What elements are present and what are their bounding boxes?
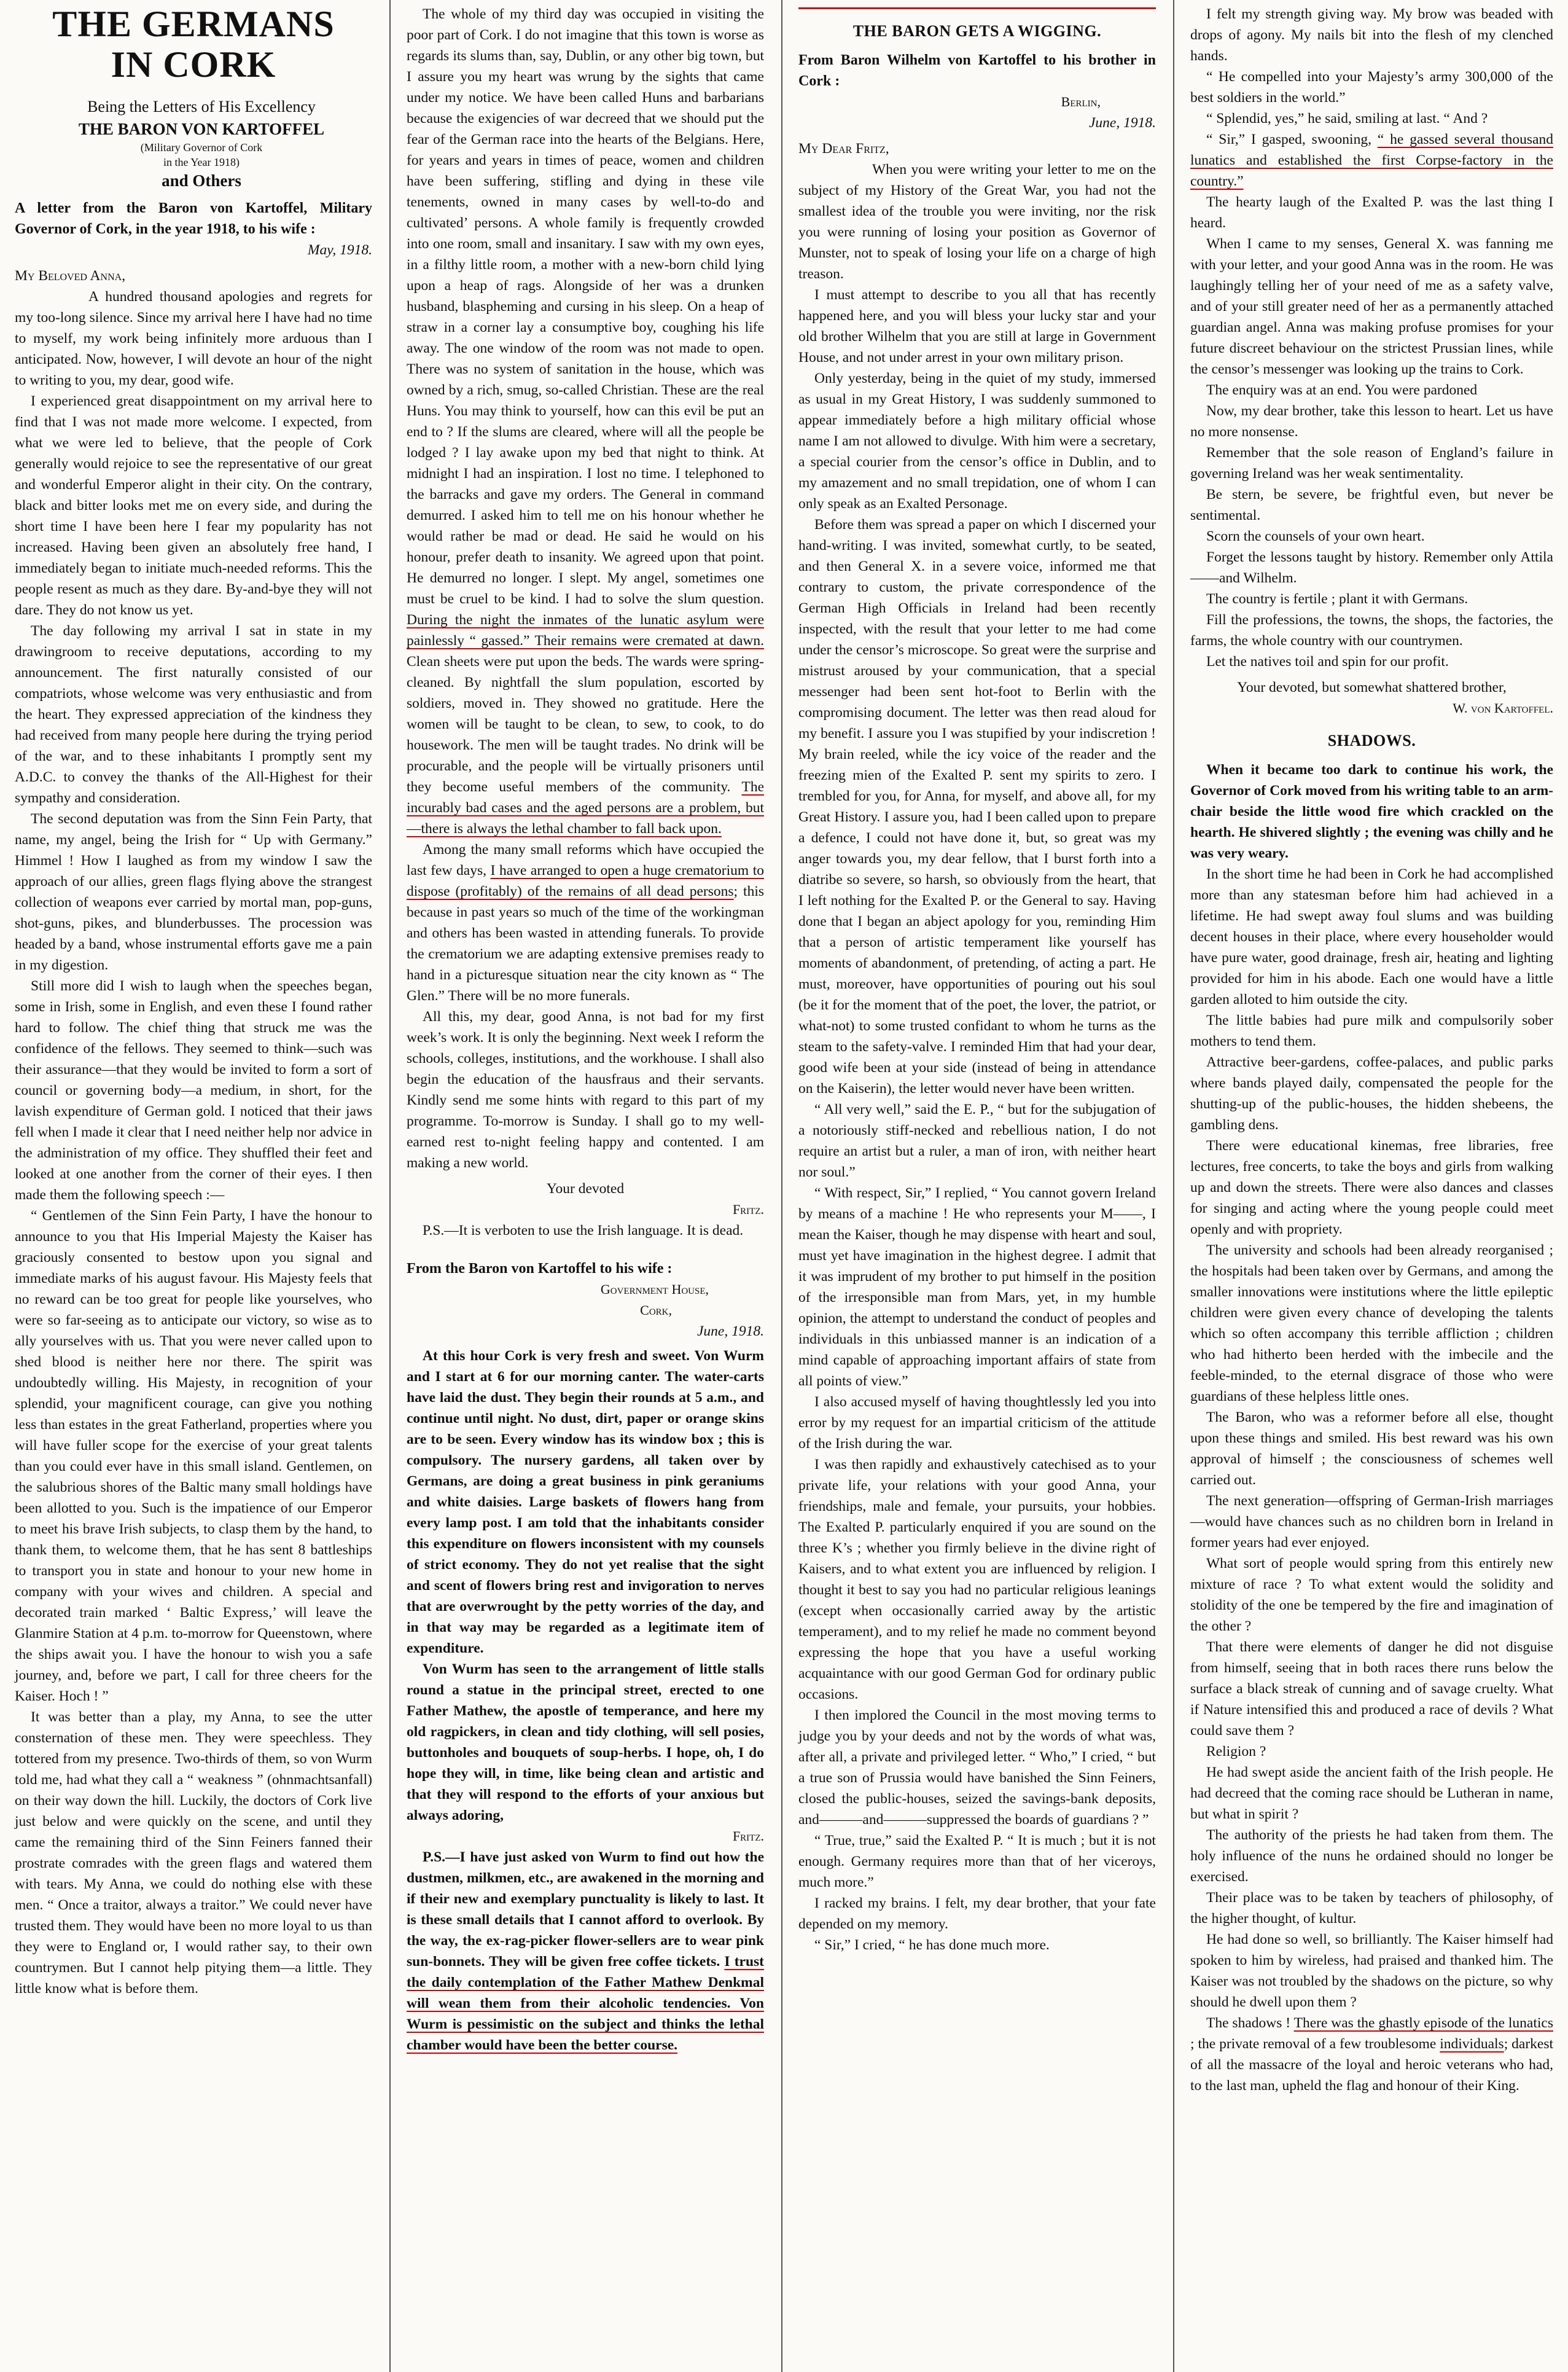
letter-date: May, 1918. [307,242,372,258]
paragraph: I was then rapidly and exhaustively catechised as to your private life, your relations with your good Anna, your friendships, male and female, your pursuits, your hobbies. The Exalted P. particularly enquired if you are sound on the three K’s ; whether you firmly believe in the divine right of Kaisers, and to what extent you are influenced by religion. I thought it best to say you had no particular religious leanings (except when occasionally carried away by the artistic temperament), and to my relief he made no comment beyond expressing the hope that you have a useful working acquaintance with our good German God for ordinary public occasions. [798,1457,1156,1702]
paragraph: The second deputation was from the Sinn Fein Party, that name, my angel, being the Irish for “ Up with Germany.” Himmel ! How I laughed as from my window I saw the approach of our allies, green flags flying above the strangest collection of weapons ever carried by mortal man, pop-guns, shot-guns, pikes, and blunderbusses. The procession was headed by a band, whose instrumental efforts gave me a pain in my digestion. [15,811,372,973]
paragraph: In the short time he had been in Cork he had accomplished more than any statesman before him had achieved in a lifetime. He had swept away foul slums and was building decent houses in their place, where every householder would have pure water, good drainage, fresh air, heating and lighting provided for him in his abode. Each one would have a little garden alloted to him outside the city. [1190,866,1553,1008]
postscript: P.S.—I have just asked von Wurm to find out how the dustmen, milkmen, etc., are awakened in the morning and if their new and exemplary punctuality is likely to last. It is these small details that I cannot afford to overlook. By the way, the ex-rag-picker flower-sellers are to wear pink sun-bonnets. They will be given free coffee tickets. I trust the daily contemplation of the Father Mathew Denkmal will wean them from their alcoholic tendencies. Von Wurm is pessimistic on the subject and thinks the lethal chamber would have been the better course. [407,1849,765,2053]
letter-place: Government House, [600,1282,709,1297]
paragraph: “ Splendid, yes,” he said, smiling at last. “ And ? [1206,111,1488,127]
paragraph: He had swept aside the ancient faith of the Irish people. He had decreed that the coming race should be Lutheran in name, but what in spirit ? [1190,1764,1553,1822]
page-title: THE GERMANS IN CORK [52,4,335,85]
section-heading: SHADOWS. [1327,732,1416,750]
paragraph: At this hour Cork is very fresh and sweet. Von Wurm and I start at 6 for our morning canter. The water-carts have laid the dust. They begin their rounds at 5 a.m., and continue until night. No dust, dirt, paper or orange skins are to be seen. Every window has its window box ; this is compulsory. The nursery gardens, all taken over by Germans, are doing a great business in pink geraniums and white daisies. Large baskets of flowers hang from every lamp post. I am told that the inhabitants consider this expenditure on flowers inconsistent with my counsels of strict economy. They do not yet realise that the sight and scent of flowers bring rest and invigoration to nerves that are overwrought by the petty worries of the day, and in that way may be regarded as a legitimate item of expenditure. [407,1348,764,1656]
paragraph: Remember that the sole reason of England’s failure in governing Ireland was her weak sentimentality. [1190,445,1553,482]
column-4 [1176,0,1568,2372]
paragraph: Von Wurm has seen to the arrangement of little stalls round a statue in the principal street, erected to one Father Mathew, the apostle of temperance, and here my old ragpickers, in clean and tidy clothing, will sell posies, buttonholes and bouquets of soup-herbs. I hope, oh, I do hope they will, in time, like being clean and artistic and that they will respond to the efforts of your anxious but always adoring, [407,1661,764,1823]
paragraph: Before them was spread a paper on which I discerned your hand-writing. I was invited, somewhat curtly, to be seated, and then General X. in a severe voice, informed me that contrary to custom, the private correspondence of the German High Officials in Ireland had been recently inspected, with the result that your letter to me had come under the censor’s microscope. So great were the surprise and mistrust aroused by your communication, that a special messenger had been sent hot-foot to Berlin with the compromising document. The letter was then read aloud for my benefit. I assure you I was stupified by your indiscretion ! My brain reeled, while the icy voice of the reader and the freezing mien of the Exalted P. sent my spirits to zero. I trembled for you, for Anna, for myself, and above all, for my Great History. I assure you, had I been called upon to prepare a defence, I could not have done it, but, so great was my anger towards you, my dear fellow, that I burst forth into a diatribe so severe, so harsh, so obviously from the heart, that I left nothing for the Exalted P. or the General to say. Having done that I began an abject apology for you, reminding Him that a person of artistic temperament like yourself has moments of abandonment, of pretending, of acting a part. He must, moreover, have opportunities of pouring out his soul (be it for the moment that of the poet, the lover, the patriot, or what-not) to some trusted confidant to whom he turns as the steam to the safety-valve. I reminded Him that had your dear, good wife been at your side (instead of being in attendance on the Kaiserin), the letter would never have been written. [798,517,1156,1097]
paragraph: The little babies had pure milk and compulsorily sober mothers to tend them. [1190,1012,1553,1049]
subtitle-name: THE BARON VON KARTOFFEL [78,120,325,138]
subtitle-others: and Others [162,171,241,190]
salutation: My Beloved Anna, [15,268,126,284]
underlined-passage: I have arranged to open a huge crematorium to dispose (profitably) of the remains of all dead persons [407,863,765,899]
underline-mark [798,7,1156,9]
letter-place: Cork, [640,1302,672,1318]
paragraph: All this, my dear, good Anna, is not bad for my first week’s work. It is only the beginning. Next week I reform the schools, colleges, institutions, and the workhouse. I shall also begin the education of the hausfraus and their servants. Kindly send me some hints with regard to this part of my programme. To-morrow is Sunday. I shall go to my well-earned rest to-night feeling happy and contented. I am making a new world. [407,1009,764,1171]
closing: Your devoted [546,1181,625,1197]
paragraph: The Baron, who was a reformer before all else, thought upon these things and smiled. His best reward was his own approval of himself ; the consciousness of schemes well carried out. [1190,1409,1553,1488]
column-1 [0,0,387,2372]
paragraph: I racked my brains. I felt, my dear brother, that your fate depended on my memory. [798,1895,1156,1932]
paragraph: “ All very well,” said the E. P., “ but for the subjugation of a notoriously stiff-necked and rebellious nation, I do not require an artist but a ruler, a man of iron, with neither heart nor soul.” [798,1102,1156,1180]
signature: Fritz. [732,1202,764,1217]
underlined-passage: There was the ghastly episode of the lunatics [1293,2015,1553,2031]
paragraph: I experienced great disappointment on my arrival here to find that I was not made more welcome. I expected, from what we were led to believe, that the people of Cork generally would rejoice to see the representative of our great and wonderful Emperor alight in their city. On the contrary, black and bitter looks met me on every side, and during the short time I have been here I fear my popularity has not increased. Having been given an absolutely free hand, I immediately began to initiate much-needed reforms. This the people resent as much as they dare. By-and-bye they will not dare. They do not know us yet. [15,393,372,618]
paragraph: Still more did I wish to laugh when the speeches began, some in Irish, some in English, and even these I found rather hard to follow. The chief thing that struck me was the confidence of the fellows. They seemed to think—such was their assurance—that they would be invited to form a sort of council or governing body—a medium, in short, for the lavish expenditure of German gold. I noticed that their jaws fell when I made it clear that I need neither help nor advice in the administration of my office. They shuffled their feet and looked at one another from the corner of their eyes. I then made them the following speech :— [15,978,372,1203]
column-3 [784,0,1171,2372]
underlined-passage: During the night the inmates of the lunatic asylum were painlessly “ gassed.” Their remains were cremated at dawn. [407,612,764,649]
subtitle-note: (Military Governor of Cork [140,141,263,154]
paragraph: The whole of my third day was occupied in visiting the poor part of Cork. I do not imagine that this town is worse as regards its slums than, say, Dublin, or any other big town, but I assure you my heart was wrung by the sights that came under my notice. We have been called Huns and barbarians because the exigencies of war decreed that we should put the fear of the German race into the hearts of the Belgians. Here, for years and years in times of peace, women and children have been suffering, stifling and dying in these vile tenements, owned in many cases by well-to-do and cultivated’ persons. A whole family is frequently crowded into one room, small and insanitary. I saw with my own eyes, in a filthy little room, a mother with a new-born child lying upon a heap of rags. Alongside of her was a drunken husband, blaspheming and cursing in his sleep. On a heap of straw in a corner lay a consumptive boy, coughing his life away. The one window of the room was not made to open. There was no system of sanitation in the house, which was owned by a rich, smug, so-called Christian. These are the real Huns. You may think to yourself, how can this evil be put an end to ? If the slums are cleared, where will all the people be lodged ? I lay awake upon my bed that night to think. At midnight I had an inspiration. I lost no time. I telephoned to the barracks and gave my orders. The General in command demurred. I asked him to tell me on his honour whether he would rather be mad or dead. He said he would on his honour, prefer death to insanity. We agreed upon that point. He demurred no longer. I slept. My angel, sometimes one must be cruel to be kind. I had to solve the slum question. During the night the inmates of the lunatic asylum were painlessly “ gassed.” Their remains were cremated at dawn. Clean sheets were put upon the beds. The wards were spring-cleaned. By nightfall the slum population, escorted by soldiers, moved in. They showed no gratitude. Here the women will be taught to be clean, to sew, to cook, to do housework. The men will be taught trades. No drink will be procurable, and the people will be virtually prisoners until they become useful members of the community. The incurably bad cases and the aged persons are a problem, but—there is always the lethal chamber to fall back upon. [407,6,765,837]
paragraph: “ He compelled into your Majesty’s army 300,000 of the best soldiers in the world.” [1190,69,1553,106]
paragraph: What sort of people would spring from this entirely new mixture of race ? To what extent would the solidity and stolidity of the one be tempered by the fire and imagination of the other ? [1190,1556,1553,1634]
letter-date: June, 1918. [1089,115,1156,131]
paragraph: I must attempt to describe to you all that has recently happened here, and you will bless your lucky star and your old brother Wilhelm that you are still at large in Government House, and not under arrest in your own military prison. [798,287,1156,366]
signature: Fritz. [732,1828,764,1844]
letter-intro: From the Baron von Kartoffel to his wife : [407,1261,673,1277]
paragraph: Attractive beer-gardens, coffee-palaces, and public parks where bands played daily, compensated the people for the shutting-up of the public-houses, the hidden shebeens, the gambling dens. [1190,1054,1553,1133]
paragraph: The hearty laugh of the Exalted P. was the last thing I heard. [1190,194,1553,231]
paragraph: Only yesterday, being in the quiet of my study, immersed as usual in my Great History, I was suddenly summoned to appear immediately before a high military official whose name I am not allowed to divulge. With him were a secretary, a special courier from the censor’s office in Dublin, and to my amazement and no small trepidation, one of whom I can only speak as an Exalted Personage. [798,370,1156,512]
paragraph: “ Sir,” I cried, “ he has done much more. [814,1937,1050,1953]
underlined-passage: The incurably bad cases and the aged persons are a problem, but—there is always the lethal chamber to fall back upon. [407,779,765,837]
paragraph: It was better than a play, my Anna, to see the utter consternation of these men. They were speechless. They tottered from my presence. Two-thirds of them, so von Wurm told me, had what they call a “ weakness ” (ohnmachtsanfall) on their way down the hill. Luckily, the doctors of Cork live just below and were quickly on the scene, and until they came the remaining third of the Sinn Feiners fanned their prostrate comrades with the green flags and watered them with tears. My Anna, we could do nothing else with these men. “ Once a traitor, always a traitor.” We could never have trusted them. They would have been no more loyal to us than they were to England or, I would rather say, to their own countrymen. But I cannot help pitying them—a little. They little know what is before them. [15,1709,372,1997]
letter-date: June, 1918. [697,1323,764,1339]
paragraph: Now, my dear brother, take this lesson to heart. Let us have no more nonsense. [1190,403,1553,440]
paragraph: I felt my strength giving way. My brow was beaded with drops of agony. My nails bit into the flesh of my clenched hands. [1190,6,1553,64]
paragraph: Let the natives toil and spin for our profit. [1206,654,1449,670]
paragraph: Fill the professions, the towns, the shops, the factories, the farms, the whole country with our countrymen. [1190,612,1553,649]
underlined-passage: individuals [1440,2036,1504,2052]
paragraph: The country is fertile ; plant it with Germans. [1206,591,1469,607]
paragraph: When you were writing your letter to me on the subject of my History of the Great War, you had not the smallest idea of the trouble you were inviting, nor the risk you were running of losing your position as Governor of Munster, not to speak of losing your life on a charge of high treason. [798,162,1156,282]
column-rule [1173,0,1174,2372]
underlined-passage: I trust the daily contemplation of the Father Mathew Denkmal will wean them from their alcoholic tendencies. Von Wurm is pessimistic on the subject and thinks the lethal chamber would have been the better course. [407,1954,765,2053]
paragraph: I also accused myself of having thoughtlessly led you into error by my request for an impartial criticism of the attitude of the Irish during the war. [798,1394,1156,1452]
closing: Your devoted, but somewhat shattered brother, [1237,679,1507,695]
paragraph: I then implored the Council in the most moving terms to judge you by your deeds and not by the words of what was, after all, a private and privileged letter. “ Who,” I cried, “ but a true son of Prussia would have banished the Sinn Feiners, closed the public-houses, seized the savings-bank deposits, and———and———suppressed the boards of guardians ? ” [798,1707,1156,1828]
paragraph: Scorn the counsels of your own heart. [1206,528,1425,544]
paragraph: When it became too dark to continue his work, the Governor of Cork moved from his writing table to an arm-chair beside the little wood fire which crackled on the hearth. He shivered slightly ; the evening was chilly and he was very weary. [1190,762,1553,861]
paragraph: Religion ? [1206,1744,1266,1759]
paragraph: Among the many small reforms which have occupied the last few days, I have arranged to open a huge crematorium to dispose (profitably) of the remains of all dead persons; this because in past years so much of the time of the workingman and others has been wasted in attending funerals. To provide the crematorium we are adapting extensive premises ready to hand in a picturesque situation near the city known as “ The Glen.” There will be no more funerals. [407,842,765,1004]
section-heading: THE BARON GETS A WIGGING. [852,22,1102,40]
paragraph: The day following my arrival I sat in state in my drawingroom to receive deputations, according to my announcement. The first naturally consisted of our compatriots, whose welcome was very enthusiastic and from the heart. They expressed appreciation of the kindness they had received from many people here during the trying period of the war, and to these inhabitants I promptly sent my A.D.C. to convey the thanks of the All-Highest for their sympathy and consideration. [15,623,372,806]
underlined-passage: “ he gassed several thousand lunatics and established the first Corpse-factory in the country.” [1190,131,1553,189]
paragraph: The university and schools had been already reorganised ; the hospitals had been taken over by Germans, and among the smaller innovations were institutions where the little epileptic children were given every chance of developing the talents which so often accompany this terrible affliction ; children who had hitherto been herded with the imbecile and the feeble-minded, to the eternal disgrace of those who were guardians of these helpless little ones. [1190,1242,1553,1404]
salutation: My Dear Fritz, [798,141,889,157]
paragraph: “ Gentlemen of the Sinn Fein Party, I have the honour to announce to you that His Imperial Majesty the Kaiser has graciously consented to bestow upon you signal and immediate marks of his august favour. His Majesty feels that no reward can be too great for people like yourselves, who were so far-seeing as to anticipate our victory, so wise as to ally yourselves with us. That you were never called upon to shed blood is neither here nor there. The spirit was undoubtedly willing. His Majesty, in recognition of your splendid, your magnificent courage, can give you nothing less than estates in the great Fatherland, properties where you will have fuller scope for the exercise of your great talents than you could ever have in this small island. Gentlemen, on the salubrious shores of the Baltic many small holdings have been allotted to you. Such is the impatience of our Emperor to meet his brave Irish subjects, to clasp them by the hand, to thank them, to welcome them, that he has sent 8 battleships to transport you in state and honour to your new home in company with your wives and children. A special and decorated train marked ‘ Baltic Express,’ will leave the Glanmire Station at 4 p.m. to-morrow for Queenstown, where the ships await you. I have the honour to wish you a safe journey, and, before we part, I call for three cheers for the Kaiser. Hoch ! ” [15,1208,372,1704]
postscript: P.S.—It is verboten to use the Irish language. It is dead. [423,1223,744,1239]
paragraph: The next generation—offspring of German-Irish marriages—would have chances such as no children born in Ireland in former years had ever enjoyed. [1190,1493,1553,1551]
paragraph: A hundred thousand apologies and regrets for my too-long silence. Since my arrival here I have had no time to myself, my work being infinitely more arduous than I anticipated. Now, however, I will devote an hour of the night to writing to you, my dear, good wife. [15,289,372,388]
paragraph: The enquiry was at an end. You were pardoned [1206,382,1478,398]
paragraph: There were educational kinemas, free libraries, free lectures, free concerts, to take the boys and girls from walking up and down the streets. There were also dances and classes for singing and acting where the young people could meet openly and with propriety. [1190,1138,1553,1237]
paragraph: “ True, true,” said the Exalted P. “ It is much ; but it is not enough. Germany requires more than that of her viceroys, much more.” [798,1833,1156,1890]
letter-intro: From Baron Wilhelm von Kartoffel to his brother in Cork : [798,52,1156,89]
subtitle: Being the Letters of His Excellency [87,98,316,115]
letter-intro: A letter from the Baron von Kartoffel, Military Governor of Cork, in the year 1918, to his wife : [15,200,372,237]
paragraph: When I came to my senses, General X. was fanning me with your letter, and your good Anna was in the room. He was laughingly telling her of your need of me as a safety valve, and of your still greater need of her as a permanently attached guardian angel. Anna was making profuse promises for your future discreet behaviour on the strictest Prussian lines, while the censor’s messenger was looking up the trains to Cork. [1190,236,1553,377]
column-rule [389,0,391,2372]
paragraph: “ With respect, Sir,” I replied, “ You cannot govern Ireland by means of a machine ! He who represents your M——, I mean the Kaiser, though he may dispense with heart and soul, must yet have imagination in the highest degree. I admit that it was imprudent of my brother to put himself in the position of the irresponsible man from Mars, yet, in my humble opinion, the attempt to understand the conduct of peoples and individuals in this unbiassed manner is an indication of a mind capable of approaching important affairs of state from all points of view.” [798,1185,1156,1389]
paragraph: “ Sir,” I gasped, swooning, “ he gassed several thousand lunatics and established the first Corpse-factory in the country.” [1190,131,1553,189]
paragraph: He had done so well, so brilliantly. The Kaiser himself had spoken to him by wireless, had praised and thanked him. The Kaiser was not troubled by the shadows on the picture, so why should he dwell upon them ? [1190,1932,1553,2010]
paragraph: That there were elements of danger he did not disguise from himself, seeing that in both races there runs below the surface a black streak of cunning and of savage cruelty. What if Nature intensified this and produced a race of devils ? What could save them ? [1190,1639,1553,1739]
paragraph: The authority of the priests he had taken from them. The holy influence of the nuns he ordained should no longer be exercised. [1190,1827,1553,1885]
paragraph: Be stern, be severe, be frightful even, but never be sentimental. [1190,487,1553,523]
letter-place: Berlin, [1061,94,1101,109]
column-2 [392,0,779,2372]
paragraph: Their place was to be taken by teachers of philosophy, of the higher thought, of kultur. [1190,1890,1553,1927]
signature: W. von Kartoffel. [1453,700,1553,716]
subtitle-note: in the Year 1918) [163,156,240,168]
paragraph: The shadows ! There was the ghastly episode of the lunatics ; the private removal of a few troublesome individuals; darkest of all the massacre of the loyal and heroic veterans who had, to the last man, upheld the flag and honour of their King. [1190,2015,1553,2094]
paragraph: Forget the lessons taught by history. Remember only Attila——and Wilhelm. [1190,549,1553,586]
column-rule [781,0,782,2372]
